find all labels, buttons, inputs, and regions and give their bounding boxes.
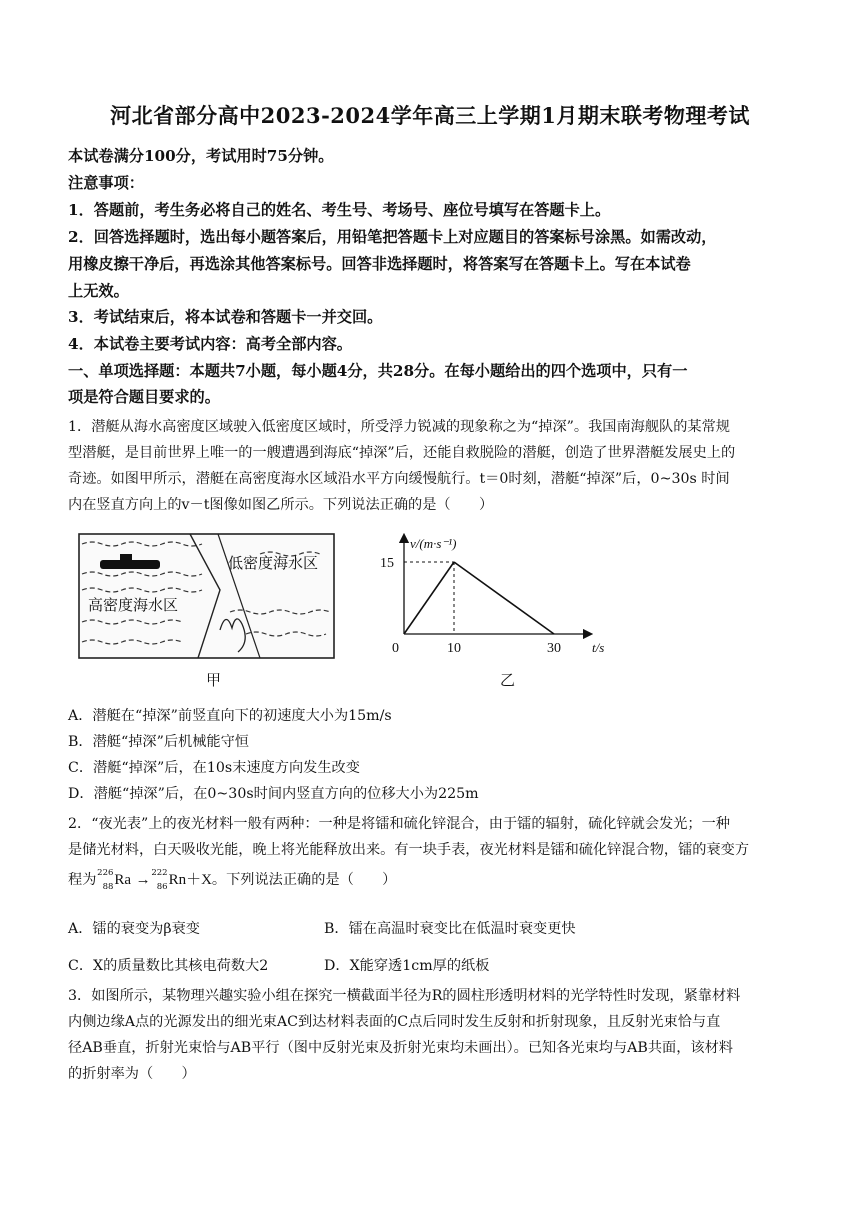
y-axis-label: v/(m·s⁻¹) <box>410 536 457 551</box>
q1-line-1: 1．潜艇从海水高密度区域驶入低密度区域时，所受浮力锐减的现象称之为“掉深”。我国南海舰队的某常规 <box>68 419 730 435</box>
q2-eq-suffix: 。下列说法正确的是（ ） <box>211 872 397 888</box>
section-1-heading-b: 项是符合题目要求的。 <box>68 388 220 406</box>
rn-atomic-number: 86 <box>156 882 168 892</box>
q2-option-c[interactable]: C．X的质量数比其核电荷数大2 <box>68 958 269 974</box>
q3-line-3: 径AB垂直，折射光束恰与AB平行（图中反射光束及折射光束均未画出）。已知各光束均与AB共面，该材料 <box>68 1040 733 1056</box>
ra-mass-number: 226 <box>97 868 114 878</box>
q2-option-d[interactable]: D．X能穿透1cm厚的纸板 <box>324 958 490 974</box>
q3-line-2: 内侧边缘A点的光源发出的细光束AC到达材料表面的C点后同时发生反射和折射现象，且反射光束恰与直 <box>68 1014 721 1030</box>
q1-option-b[interactable]: B．潜艇“掉深”后机械能守恒 <box>68 734 249 750</box>
q2-equation-line <box>68 868 792 890</box>
page-title: 河北省部分高中2023-2024学年高三上学期1月期末联考物理考试 <box>110 103 750 128</box>
q2-line-1: 2．“夜光表”上的夜光材料一般有两种：一种是将镭和硫化锌混合，由于镭的辐射，硫化锌就会发光；一种 <box>68 816 730 832</box>
q2-option-a[interactable]: A．镭的衰变为β衰变 <box>68 921 200 937</box>
rn-nuclide-numbers <box>151 868 169 890</box>
low-density-label: 低密度海水区 <box>228 554 319 572</box>
q1-option-a[interactable]: A．潜艇在“掉深”前竖直向下的初速度大小为15m/s <box>68 708 392 724</box>
q1-line-4: 内在竖直方向上的v－t图像如图乙所示。下列说法正确的是（ ） <box>68 497 494 513</box>
note-2c: 上无效。 <box>68 282 129 300</box>
ra-atomic-number: 88 <box>102 882 114 892</box>
high-density-label: 高密度海水区 <box>88 596 179 614</box>
note-1: 1．答题前，考生务必将自己的姓名、考生号、考场号、座位号填写在答题卡上。 <box>68 201 611 219</box>
reaction-arrow: → <box>135 872 151 888</box>
q2-eq-prefix: 程为 <box>68 872 97 888</box>
x-tick-label: 10 <box>447 641 461 656</box>
rn-symbol: Rn＋X <box>168 872 212 888</box>
x-tick-label: 0 <box>392 641 399 656</box>
y-tick-label: 15 <box>380 556 394 571</box>
note-3: 3．考试结束后，将本试卷和答题卡一并交回。 <box>68 308 383 326</box>
vt-series-segment <box>454 562 554 634</box>
note-2a: 2．回答选择题时，选出每小题答案后，用铅笔把答题卡上对应题目的答案标号涂黑。如需改动， <box>68 228 717 246</box>
section-1-heading-a: 一、单项选择题：本题共7小题，每小题4分，共28分。在每小题给出的四个选项中，只有一 <box>68 362 688 380</box>
q1-option-d[interactable]: D．潜艇“掉深”后，在0~30s时间内竖直方向的位移大小为225m <box>68 786 479 802</box>
q1-line-2: 型潜艇，是目前世界上唯一的一艘遭遇到海底“掉深”后，还能自救脱险的潜艇，创造了世界潜艇发展史上的 <box>68 445 736 461</box>
note-2b: 用橡皮擦干净后，再选涂其他答案标号。回答非选择题时，将答案写在答题卡上。写在本试卷 <box>68 255 691 273</box>
q2-line-2: 是储光材料，白天吸收光能，晚上将光能释放出来。有一块手表，夜光材料是镭和硫化锌混合物，镭的衰变方 <box>68 842 750 858</box>
q3-line-1: 3．如图所示，某物理兴趣实验小组在探究一横截面半径为R的圆柱形透明材料的光学特性时发现，紧靠材料 <box>68 988 741 1004</box>
ra-symbol: Ra <box>114 872 132 888</box>
note-4: 4．本试卷主要考试内容：高考全部内容。 <box>68 335 352 353</box>
x-tick-label: 30 <box>547 641 561 656</box>
q1-line-3: 奇迹。如图甲所示，潜艇在高密度海水区域沿水平方向缓慢航行。t＝0时刻，潜艇“掉深”后，0~30s 时间 <box>68 471 730 487</box>
x-axis-label: t/s <box>592 640 605 655</box>
rn-mass-number: 222 <box>151 868 168 878</box>
vt-series-segment <box>404 562 454 634</box>
notes-title: 注意事项： <box>68 174 144 192</box>
ra-nuclide-numbers <box>96 868 114 890</box>
figure-a-caption: 甲 <box>206 671 222 689</box>
q2-option-b[interactable]: B．镭在高温时衰变比在低温时衰变更快 <box>324 921 576 937</box>
figure-b-vt-chart <box>370 530 630 690</box>
figure-a-ocean-diagram <box>70 530 340 690</box>
q1-option-c[interactable]: C．潜艇“掉深”后，在10s末速度方向发生改变 <box>68 760 360 776</box>
q3-line-4: 的折射率为（ ） <box>68 1066 196 1082</box>
figure-b-caption: 乙 <box>500 671 516 689</box>
score-time-line: 本试卷满分100分，考试用时75分钟。 <box>68 147 334 165</box>
